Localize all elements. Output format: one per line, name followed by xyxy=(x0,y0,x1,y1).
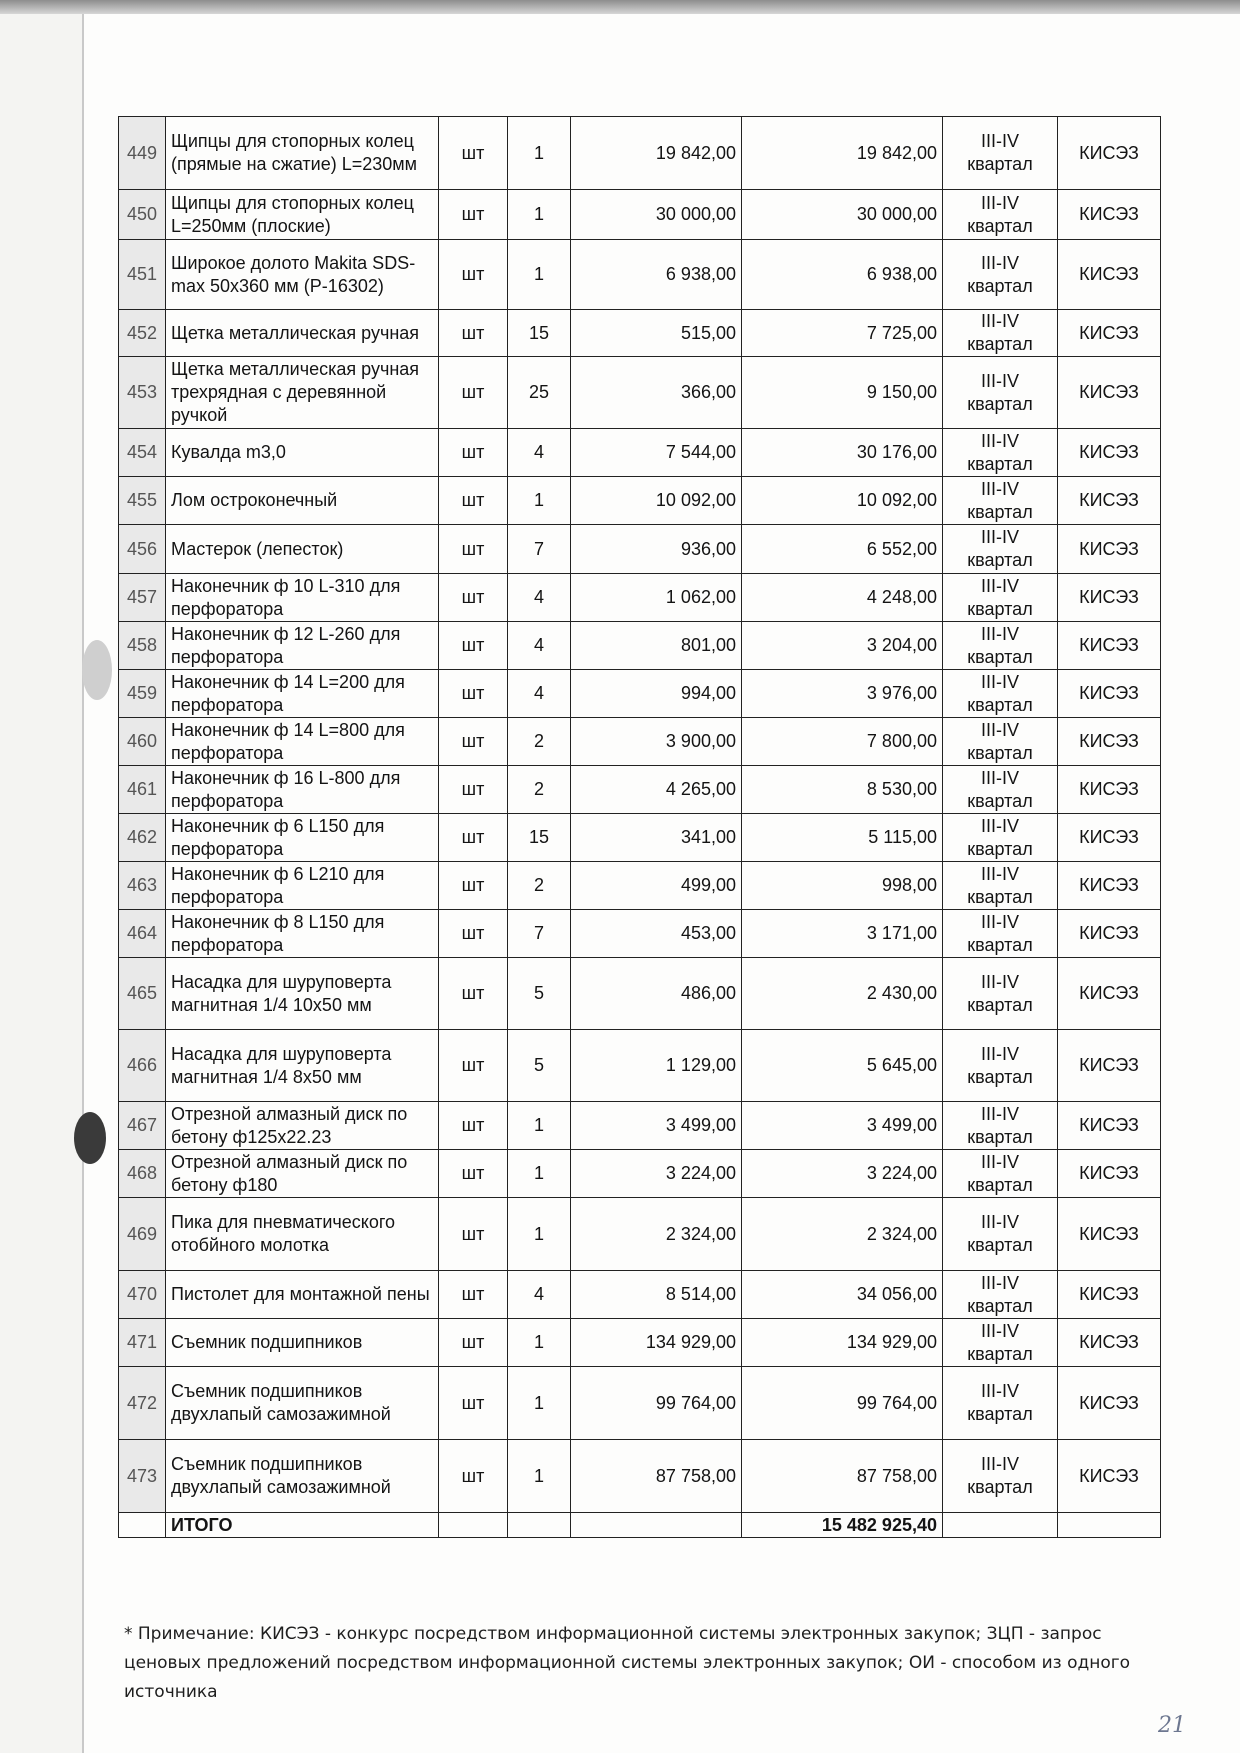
row-number-cell: 457 xyxy=(119,574,166,622)
table-row xyxy=(119,574,1161,622)
row-number-cell: 467 xyxy=(119,1102,166,1150)
item-name-cell: Съемник подшипников xyxy=(166,1319,439,1367)
total-sum-cell: 8 530,00 xyxy=(742,766,943,814)
procurement-method-cell: КИСЭЗ xyxy=(1058,622,1161,670)
procurement-method-cell: КИСЭЗ xyxy=(1058,814,1161,862)
row-number-cell: 473 xyxy=(119,1440,166,1513)
table-row xyxy=(119,670,1161,718)
delivery-period-cell: III-IV квартал xyxy=(943,357,1058,429)
table-row xyxy=(119,240,1161,310)
row-number-cell: 459 xyxy=(119,670,166,718)
total-sum-cell: 5 645,00 xyxy=(742,1030,943,1102)
delivery-period-cell: III-IV квартал xyxy=(943,1150,1058,1198)
table-row xyxy=(119,958,1161,1030)
delivery-period-cell: III-IV квартал xyxy=(943,766,1058,814)
unit-cell: шт xyxy=(439,477,508,525)
total-sum-cell: 87 758,00 xyxy=(742,1440,943,1513)
unit-cell: шт xyxy=(439,718,508,766)
procurement-method-cell: КИСЭЗ xyxy=(1058,1198,1161,1271)
row-number-cell: 461 xyxy=(119,766,166,814)
row-number-cell: 463 xyxy=(119,862,166,910)
item-name-cell: Съемник подшипников двухлапый самозажимной xyxy=(166,1440,439,1513)
unit-price-cell: 99 764,00 xyxy=(571,1367,742,1440)
unit-price-cell: 994,00 xyxy=(571,670,742,718)
row-number-cell: 471 xyxy=(119,1319,166,1367)
total-sum-cell: 6 552,00 xyxy=(742,525,943,574)
quantity-cell: 4 xyxy=(508,429,571,477)
quantity-cell: 1 xyxy=(508,477,571,525)
row-number-cell: 450 xyxy=(119,190,166,240)
row-number-cell: 456 xyxy=(119,525,166,574)
row-number-cell: 464 xyxy=(119,910,166,958)
unit-price-cell: 30 000,00 xyxy=(571,190,742,240)
quantity-cell: 1 xyxy=(508,1102,571,1150)
delivery-period-cell: III-IV квартал xyxy=(943,117,1058,190)
unit-price-cell: 801,00 xyxy=(571,622,742,670)
total-sum-cell: 30 176,00 xyxy=(742,429,943,477)
row-number-cell: 469 xyxy=(119,1198,166,1271)
table-row xyxy=(119,117,1161,190)
row-number-cell: 465 xyxy=(119,958,166,1030)
delivery-period-cell: III-IV квартал xyxy=(943,862,1058,910)
item-name-cell: Отрезной алмазный диск по бетону ф180 xyxy=(166,1150,439,1198)
unit-cell: шт xyxy=(439,766,508,814)
unit-price-cell: 87 758,00 xyxy=(571,1440,742,1513)
item-name-cell: Щетка металлическая ручная xyxy=(166,310,439,357)
delivery-period-cell: III-IV квартал xyxy=(943,525,1058,574)
footnote: * Примечание: КИСЭЗ - конкурс посредством информационной системы электронных закупок; ЗЦП - запрос ценовых предложений посредством информационной системы электронных закупок; ОИ - способом из одного источника xyxy=(124,1624,1131,1702)
item-name-cell: Наконечник ф 16 L-800 для перфоратора xyxy=(166,766,439,814)
quantity-cell: 15 xyxy=(508,310,571,357)
table-row xyxy=(119,310,1161,357)
unit-cell: шт xyxy=(439,357,508,429)
total-sum-cell: 4 248,00 xyxy=(742,574,943,622)
row-number-cell: 455 xyxy=(119,477,166,525)
quantity-cell: 2 xyxy=(508,862,571,910)
delivery-period-cell: III-IV квартал xyxy=(943,1319,1058,1367)
unit-cell: шт xyxy=(439,1271,508,1319)
unit-cell: шт xyxy=(439,622,508,670)
table-row xyxy=(119,1440,1161,1513)
unit-cell: шт xyxy=(439,1440,508,1513)
quantity-cell: 1 xyxy=(508,1319,571,1367)
total-sum-cell: 30 000,00 xyxy=(742,190,943,240)
total-sum-cell: 2 324,00 xyxy=(742,1198,943,1271)
delivery-period-cell: III-IV квартал xyxy=(943,670,1058,718)
unit-price-cell: 3 224,00 xyxy=(571,1150,742,1198)
procurement-method-cell: КИСЭЗ xyxy=(1058,1440,1161,1513)
total-sum-cell: 3 204,00 xyxy=(742,622,943,670)
quantity-cell: 7 xyxy=(508,910,571,958)
procurement-table xyxy=(118,116,1161,1538)
total-sum-cell: 34 056,00 xyxy=(742,1271,943,1319)
item-name-cell: Насадка для шуруповерта магнитная 1/4 10x50 мм xyxy=(166,958,439,1030)
item-name-cell: Наконечник ф 14 L=200 для перфоратора xyxy=(166,670,439,718)
quantity-cell: 4 xyxy=(508,622,571,670)
procurement-method-cell: КИСЭЗ xyxy=(1058,670,1161,718)
quantity-cell: 1 xyxy=(508,190,571,240)
delivery-period-cell: III-IV квартал xyxy=(943,477,1058,525)
unit-price-cell: 7 544,00 xyxy=(571,429,742,477)
table-row xyxy=(119,910,1161,958)
delivery-period-cell: III-IV квартал xyxy=(943,718,1058,766)
table-row xyxy=(119,1271,1161,1319)
unit-cell: шт xyxy=(439,1319,508,1367)
unit-cell: шт xyxy=(439,525,508,574)
item-name-cell: Кувалда m3,0 xyxy=(166,429,439,477)
procurement-method-cell: КИСЭЗ xyxy=(1058,1367,1161,1440)
unit-cell: шт xyxy=(439,1102,508,1150)
procurement-method-cell: КИСЭЗ xyxy=(1058,429,1161,477)
procurement-method-cell: КИСЭЗ xyxy=(1058,958,1161,1030)
item-name-cell: Наконечник ф 6 L150 для перфоратора xyxy=(166,814,439,862)
unit-price-cell: 10 092,00 xyxy=(571,477,742,525)
row-number-cell: 462 xyxy=(119,814,166,862)
total-sum-cell: 5 115,00 xyxy=(742,814,943,862)
quantity-cell: 1 xyxy=(508,117,571,190)
unit-price-cell: 3 900,00 xyxy=(571,718,742,766)
unit-cell: шт xyxy=(439,1030,508,1102)
quantity-cell: 2 xyxy=(508,766,571,814)
quantity-cell: 25 xyxy=(508,357,571,429)
table-row xyxy=(119,718,1161,766)
table-row xyxy=(119,1030,1161,1102)
delivery-period-cell: III-IV квартал xyxy=(943,814,1058,862)
scan-top-edge xyxy=(0,0,1240,14)
unit-price-cell: 341,00 xyxy=(571,814,742,862)
item-name-cell: Наконечник ф 6 L210 для перфоратора xyxy=(166,862,439,910)
quantity-cell: 1 xyxy=(508,1198,571,1271)
item-name-cell: Щипцы для стопорных колец (прямые на сжатие) L=230мм xyxy=(166,117,439,190)
row-number-cell: 468 xyxy=(119,1150,166,1198)
delivery-period-cell: III-IV квартал xyxy=(943,1102,1058,1150)
item-name-cell: Пистолет для монтажной пены xyxy=(166,1271,439,1319)
unit-price-cell: 19 842,00 xyxy=(571,117,742,190)
delivery-period-cell: III-IV квартал xyxy=(943,240,1058,310)
procurement-method-cell: КИСЭЗ xyxy=(1058,862,1161,910)
row-number-cell: 458 xyxy=(119,622,166,670)
quantity-cell: 4 xyxy=(508,670,571,718)
row-number-cell: 454 xyxy=(119,429,166,477)
total-sum-cell: 6 938,00 xyxy=(742,240,943,310)
procurement-method-cell: КИСЭЗ xyxy=(1058,910,1161,958)
procurement-method-cell: КИСЭЗ xyxy=(1058,766,1161,814)
delivery-period-cell: III-IV квартал xyxy=(943,574,1058,622)
item-name-cell: Наконечник ф 14 L=800 для перфоратора xyxy=(166,718,439,766)
table-row xyxy=(119,622,1161,670)
procurement-method-cell: КИСЭЗ xyxy=(1058,190,1161,240)
table-row xyxy=(119,766,1161,814)
table-row xyxy=(119,814,1161,862)
procurement-method-cell: КИСЭЗ xyxy=(1058,1102,1161,1150)
total-label: ИТОГО xyxy=(166,1513,439,1538)
quantity-cell: 15 xyxy=(508,814,571,862)
item-name-cell: Насадка для шуруповерта магнитная 1/4 8x50 мм xyxy=(166,1030,439,1102)
procurement-method-cell: КИСЭЗ xyxy=(1058,574,1161,622)
unit-price-cell: 8 514,00 xyxy=(571,1271,742,1319)
procurement-method-cell: КИСЭЗ xyxy=(1058,1271,1161,1319)
unit-cell: шт xyxy=(439,240,508,310)
unit-cell: шт xyxy=(439,1198,508,1271)
delivery-period-cell: III-IV квартал xyxy=(943,190,1058,240)
quantity-cell: 4 xyxy=(508,1271,571,1319)
unit-price-cell: 366,00 xyxy=(571,357,742,429)
unit-price-cell: 486,00 xyxy=(571,958,742,1030)
procurement-method-cell: КИСЭЗ xyxy=(1058,310,1161,357)
delivery-period-cell: III-IV квартал xyxy=(943,1030,1058,1102)
procurement-method-cell: КИСЭЗ xyxy=(1058,240,1161,310)
total-sum-cell: 19 842,00 xyxy=(742,117,943,190)
delivery-period-cell: III-IV квартал xyxy=(943,429,1058,477)
item-name-cell: Съемник подшипников двухлапый самозажимной xyxy=(166,1367,439,1440)
unit-cell: шт xyxy=(439,862,508,910)
table-row xyxy=(119,357,1161,429)
row-number-cell: 452 xyxy=(119,310,166,357)
item-name-cell: Наконечник ф 8 L150 для перфоратора xyxy=(166,910,439,958)
table-row xyxy=(119,190,1161,240)
unit-cell: шт xyxy=(439,958,508,1030)
delivery-period-cell: III-IV квартал xyxy=(943,1440,1058,1513)
unit-price-cell: 3 499,00 xyxy=(571,1102,742,1150)
delivery-period-cell: III-IV квартал xyxy=(943,1271,1058,1319)
unit-price-cell: 2 324,00 xyxy=(571,1198,742,1271)
page-number: 21 xyxy=(1158,1713,1186,1738)
table-row xyxy=(119,477,1161,525)
total-sum-cell: 3 224,00 xyxy=(742,1150,943,1198)
unit-cell: шт xyxy=(439,670,508,718)
unit-price-cell: 4 265,00 xyxy=(571,766,742,814)
procurement-method-cell: КИСЭЗ xyxy=(1058,718,1161,766)
quantity-cell: 7 xyxy=(508,525,571,574)
procurement-method-cell: КИСЭЗ xyxy=(1058,1319,1161,1367)
quantity-cell: 5 xyxy=(508,958,571,1030)
total-empty-cell xyxy=(119,1513,166,1538)
unit-cell: шт xyxy=(439,429,508,477)
procurement-method-cell: КИСЭЗ xyxy=(1058,117,1161,190)
punch-hole xyxy=(82,640,112,700)
row-number-cell: 460 xyxy=(119,718,166,766)
unit-price-cell: 134 929,00 xyxy=(571,1319,742,1367)
unit-cell: шт xyxy=(439,1150,508,1198)
row-number-cell: 451 xyxy=(119,240,166,310)
unit-price-cell: 1 062,00 xyxy=(571,574,742,622)
total-sum: 15 482 925,40 xyxy=(742,1513,943,1538)
table-row xyxy=(119,862,1161,910)
unit-price-cell: 1 129,00 xyxy=(571,1030,742,1102)
table-row xyxy=(119,1102,1161,1150)
delivery-period-cell: III-IV квартал xyxy=(943,1198,1058,1271)
item-name-cell: Наконечник ф 12 L-260 для перфоратора xyxy=(166,622,439,670)
row-number-cell: 472 xyxy=(119,1367,166,1440)
total-sum-cell: 3 171,00 xyxy=(742,910,943,958)
delivery-period-cell: III-IV квартал xyxy=(943,622,1058,670)
item-name-cell: Пика для пневматического отобйного молотка xyxy=(166,1198,439,1271)
table-row xyxy=(119,1367,1161,1440)
unit-cell: шт xyxy=(439,310,508,357)
total-sum-cell: 7 800,00 xyxy=(742,718,943,766)
item-name-cell: Наконечник ф 10 L-310 для перфоратора xyxy=(166,574,439,622)
quantity-cell: 2 xyxy=(508,718,571,766)
row-number-cell: 453 xyxy=(119,357,166,429)
total-sum-cell: 9 150,00 xyxy=(742,357,943,429)
procurement-method-cell: КИСЭЗ xyxy=(1058,477,1161,525)
total-sum-cell: 3 499,00 xyxy=(742,1102,943,1150)
table-row xyxy=(119,1150,1161,1198)
total-empty-cell xyxy=(439,1513,508,1538)
row-number-cell: 449 xyxy=(119,117,166,190)
item-name-cell: Мастерок (лепесток) xyxy=(166,525,439,574)
quantity-cell: 4 xyxy=(508,574,571,622)
total-sum-cell: 10 092,00 xyxy=(742,477,943,525)
unit-price-cell: 499,00 xyxy=(571,862,742,910)
procurement-method-cell: КИСЭЗ xyxy=(1058,1150,1161,1198)
item-name-cell: Широкое долото Makita SDS-max 50x360 мм (P-16302) xyxy=(166,240,439,310)
table-row xyxy=(119,525,1161,574)
procurement-method-cell: КИСЭЗ xyxy=(1058,357,1161,429)
total-empty-cell xyxy=(571,1513,742,1538)
total-sum-cell: 998,00 xyxy=(742,862,943,910)
item-name-cell: Лом остроконечный xyxy=(166,477,439,525)
delivery-period-cell: III-IV квартал xyxy=(943,910,1058,958)
unit-cell: шт xyxy=(439,1367,508,1440)
total-empty-cell xyxy=(1058,1513,1161,1538)
table-row xyxy=(119,1319,1161,1367)
quantity-cell: 1 xyxy=(508,1440,571,1513)
total-empty-cell xyxy=(508,1513,571,1538)
unit-cell: шт xyxy=(439,574,508,622)
total-sum-cell: 2 430,00 xyxy=(742,958,943,1030)
item-name-cell: Отрезной алмазный диск по бетону ф125x22.23 xyxy=(166,1102,439,1150)
quantity-cell: 1 xyxy=(508,1367,571,1440)
quantity-cell: 5 xyxy=(508,1030,571,1102)
item-name-cell: Щетка металлическая ручная трехрядная с деревянной ручкой xyxy=(166,357,439,429)
unit-cell: шт xyxy=(439,190,508,240)
punch-hole xyxy=(74,1112,106,1164)
total-row xyxy=(119,1513,1161,1538)
procurement-method-cell: КИСЭЗ xyxy=(1058,1030,1161,1102)
unit-price-cell: 453,00 xyxy=(571,910,742,958)
unit-price-cell: 515,00 xyxy=(571,310,742,357)
procurement-method-cell: КИСЭЗ xyxy=(1058,525,1161,574)
unit-price-cell: 936,00 xyxy=(571,525,742,574)
table-row xyxy=(119,1198,1161,1271)
total-sum-cell: 99 764,00 xyxy=(742,1367,943,1440)
unit-cell: шт xyxy=(439,814,508,862)
table-row xyxy=(119,429,1161,477)
total-sum-cell: 134 929,00 xyxy=(742,1319,943,1367)
delivery-period-cell: III-IV квартал xyxy=(943,310,1058,357)
delivery-period-cell: III-IV квартал xyxy=(943,958,1058,1030)
unit-cell: шт xyxy=(439,117,508,190)
quantity-cell: 1 xyxy=(508,240,571,310)
item-name-cell: Щипцы для стопорных колец L=250мм (плоские) xyxy=(166,190,439,240)
total-empty-cell xyxy=(943,1513,1058,1538)
total-sum-cell: 3 976,00 xyxy=(742,670,943,718)
quantity-cell: 1 xyxy=(508,1150,571,1198)
unit-cell: шт xyxy=(439,910,508,958)
total-sum-cell: 7 725,00 xyxy=(742,310,943,357)
delivery-period-cell: III-IV квартал xyxy=(943,1367,1058,1440)
unit-price-cell: 6 938,00 xyxy=(571,240,742,310)
row-number-cell: 466 xyxy=(119,1030,166,1102)
row-number-cell: 470 xyxy=(119,1271,166,1319)
table-body xyxy=(119,117,1161,1538)
